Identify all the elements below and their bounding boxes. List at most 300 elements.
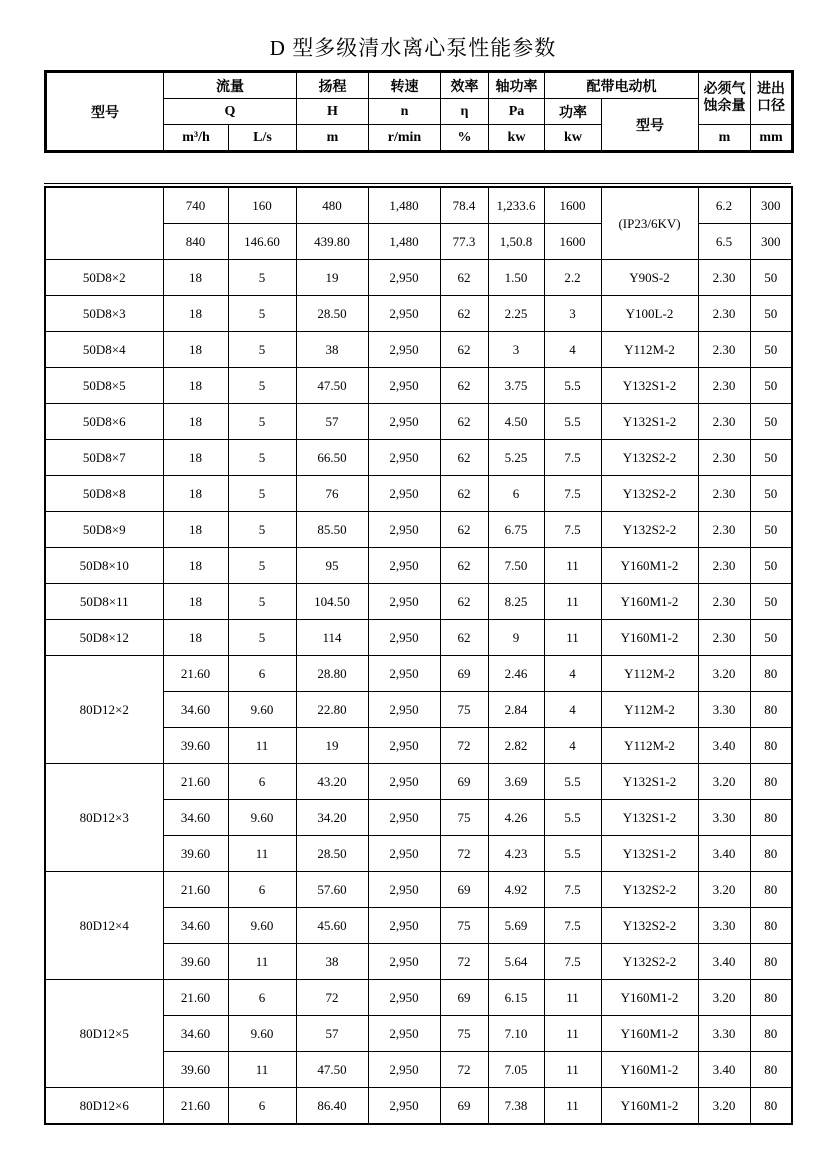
table-row [45, 620, 792, 656]
npsh-cell: 2.30 [698, 476, 750, 512]
npsh-cell: 6.5 [698, 224, 750, 260]
npsh-label-line1: 必须气 [703, 82, 746, 98]
table-row [45, 980, 792, 1016]
head-cell: 28.50 [296, 836, 368, 872]
flow-m3h-cell: 840 [163, 224, 228, 260]
shaft-power-cell: 4.92 [488, 872, 544, 908]
eff-cell: 62 [440, 512, 488, 548]
speed-cell: 2,950 [368, 872, 440, 908]
motor-model-cell: Y132S2-2 [601, 476, 698, 512]
flow-m3h-cell: 18 [163, 476, 228, 512]
shaft-power-cell: 5.25 [488, 440, 544, 476]
speed-cell: 2,950 [368, 1052, 440, 1088]
eff-cell: 72 [440, 1052, 488, 1088]
pump-model-cell: 50D8×7 [45, 440, 163, 476]
flow-m3h-cell: 18 [163, 296, 228, 332]
motor-model-cell: Y90S-2 [601, 260, 698, 296]
shaft-power-cell: 4.23 [488, 836, 544, 872]
flow-ls-cell: 9.60 [228, 908, 296, 944]
head-cell: 57.60 [296, 872, 368, 908]
header-table [44, 70, 794, 153]
eff-cell: 72 [440, 728, 488, 764]
eff-cell: 72 [440, 836, 488, 872]
col-header-motor-model: 型号 [602, 99, 699, 152]
flow-ls-cell: 11 [228, 728, 296, 764]
bore-cell: 80 [750, 656, 792, 692]
flow-ls-cell: 6 [228, 656, 296, 692]
eff-cell: 75 [440, 692, 488, 728]
speed-cell: 2,950 [368, 728, 440, 764]
speed-cell: 2,950 [368, 332, 440, 368]
pump-model-cell: 80D12×3 [45, 764, 163, 872]
eff-cell: 75 [440, 908, 488, 944]
bore-cell: 80 [750, 1016, 792, 1052]
motor-power-cell: 7.5 [544, 944, 601, 980]
motor-power-cell: 11 [544, 620, 601, 656]
flow-m3h-cell: 34.60 [163, 692, 228, 728]
head-cell: 439.80 [296, 224, 368, 260]
eff-cell: 62 [440, 476, 488, 512]
flow-m3h-cell: 18 [163, 620, 228, 656]
eff-cell: 78.4 [440, 187, 488, 224]
head-cell: 47.50 [296, 1052, 368, 1088]
flow-m3h-cell: 34.60 [163, 908, 228, 944]
flow-ls-cell: 11 [228, 1052, 296, 1088]
col-header-motor-power: 功率 [545, 99, 602, 125]
flow-ls-cell: 6 [228, 980, 296, 1016]
motor-model-cell: Y132S2-2 [601, 908, 698, 944]
npsh-cell: 3.30 [698, 692, 750, 728]
motor-model-cell: Y132S2-2 [601, 944, 698, 980]
bore-cell: 300 [750, 187, 792, 224]
bore-cell: 300 [750, 224, 792, 260]
pump-model-cell: 80D12×6 [45, 1088, 163, 1125]
pump-model-cell: 50D8×12 [45, 620, 163, 656]
unit-m3h: m³/h [164, 125, 229, 152]
shaft-power-cell: 4.50 [488, 404, 544, 440]
speed-cell: 2,950 [368, 260, 440, 296]
speed-cell: 2,950 [368, 908, 440, 944]
bore-label-line2: 口径 [757, 98, 785, 114]
shaft-power-cell: 7.10 [488, 1016, 544, 1052]
shaft-power-cell: 7.38 [488, 1088, 544, 1125]
head-cell: 66.50 [296, 440, 368, 476]
motor-model-cell: Y112M-2 [601, 728, 698, 764]
motor-model-cell: Y132S2-2 [601, 872, 698, 908]
head-cell: 19 [296, 728, 368, 764]
flow-m3h-cell: 21.60 [163, 1088, 228, 1125]
eff-cell: 69 [440, 764, 488, 800]
motor-model-cell: Y112M-2 [601, 692, 698, 728]
flow-ls-cell: 160 [228, 187, 296, 224]
flow-m3h-cell: 39.60 [163, 728, 228, 764]
col-header-model: 型号 [46, 72, 164, 152]
bore-cell: 80 [750, 836, 792, 872]
speed-cell: 2,950 [368, 980, 440, 1016]
eff-cell: 62 [440, 620, 488, 656]
table-row [45, 584, 792, 620]
shaft-power-cell: 2.46 [488, 656, 544, 692]
flow-m3h-cell: 18 [163, 260, 228, 296]
table-row [45, 332, 792, 368]
speed-cell: 2,950 [368, 440, 440, 476]
head-cell: 28.80 [296, 656, 368, 692]
motor-power-cell: 2.2 [544, 260, 601, 296]
speed-cell: 2,950 [368, 296, 440, 332]
table-row [45, 296, 792, 332]
npsh-cell: 3.20 [698, 872, 750, 908]
flow-m3h-cell: 740 [163, 187, 228, 224]
pump-model-cell: 50D8×11 [45, 584, 163, 620]
pump-model-cell: 80D12×4 [45, 872, 163, 980]
speed-cell: 2,950 [368, 1016, 440, 1052]
npsh-cell: 6.2 [698, 187, 750, 224]
motor-power-cell: 11 [544, 1088, 601, 1125]
flow-ls-cell: 9.60 [228, 1016, 296, 1052]
head-cell: 47.50 [296, 368, 368, 404]
flow-m3h-cell: 39.60 [163, 836, 228, 872]
flow-m3h-cell: 18 [163, 440, 228, 476]
flow-m3h-cell: 18 [163, 404, 228, 440]
motor-power-cell: 1600 [544, 224, 601, 260]
table-row [45, 187, 792, 224]
flow-ls-cell: 6 [228, 872, 296, 908]
npsh-cell: 3.40 [698, 1052, 750, 1088]
shaft-power-cell: 6.75 [488, 512, 544, 548]
flow-ls-cell: 5 [228, 368, 296, 404]
motor-model-cell: Y160M1-2 [601, 980, 698, 1016]
motor-model-cell: (IP23/6KV) [601, 187, 698, 260]
speed-cell: 2,950 [368, 476, 440, 512]
head-cell: 95 [296, 548, 368, 584]
motor-power-cell: 4 [544, 728, 601, 764]
eff-cell: 69 [440, 1088, 488, 1125]
head-cell: 34.20 [296, 800, 368, 836]
flow-ls-cell: 6 [228, 1088, 296, 1125]
pump-model-cell [45, 187, 163, 260]
bore-cell: 80 [750, 980, 792, 1016]
unit-percent: % [441, 125, 489, 152]
col-header-speed: 转速 [369, 72, 441, 99]
bore-cell: 80 [750, 1088, 792, 1125]
speed-cell: 2,950 [368, 656, 440, 692]
symbol-speed-n: n [369, 99, 441, 125]
shaft-power-cell: 1,233.6 [488, 187, 544, 224]
motor-power-cell: 11 [544, 584, 601, 620]
flow-ls-cell: 5 [228, 620, 296, 656]
motor-model-cell: Y160M1-2 [601, 1052, 698, 1088]
npsh-cell: 2.30 [698, 404, 750, 440]
unit-kw-motor: kw [545, 125, 602, 152]
flow-m3h-cell: 34.60 [163, 800, 228, 836]
npsh-cell: 2.30 [698, 584, 750, 620]
pump-model-cell: 50D8×3 [45, 296, 163, 332]
flow-ls-cell: 11 [228, 944, 296, 980]
eff-cell: 62 [440, 368, 488, 404]
npsh-label-line2: 蚀余量 [703, 98, 746, 114]
motor-model-cell: Y132S1-2 [601, 404, 698, 440]
flow-ls-cell: 5 [228, 332, 296, 368]
flow-ls-cell: 5 [228, 404, 296, 440]
speed-cell: 2,950 [368, 584, 440, 620]
npsh-cell: 2.30 [698, 260, 750, 296]
speed-cell: 2,950 [368, 548, 440, 584]
flow-m3h-cell: 39.60 [163, 1052, 228, 1088]
motor-model-cell: Y160M1-2 [601, 1088, 698, 1125]
bore-cell: 80 [750, 692, 792, 728]
bore-label-line1: 进出 [757, 82, 785, 98]
table-row [45, 440, 792, 476]
flow-ls-cell: 146.60 [228, 224, 296, 260]
shaft-power-cell: 7.05 [488, 1052, 544, 1088]
pump-model-cell: 80D12×5 [45, 980, 163, 1088]
head-cell: 28.50 [296, 296, 368, 332]
flow-m3h-cell: 34.60 [163, 1016, 228, 1052]
shaft-power-cell: 2.25 [488, 296, 544, 332]
eff-cell: 62 [440, 296, 488, 332]
pump-model-cell: 50D8×10 [45, 548, 163, 584]
flow-m3h-cell: 18 [163, 512, 228, 548]
shaft-power-cell: 5.64 [488, 944, 544, 980]
eff-cell: 77.3 [440, 224, 488, 260]
shaft-power-cell: 3 [488, 332, 544, 368]
table-row [45, 404, 792, 440]
table-row [45, 764, 792, 800]
bore-cell: 80 [750, 728, 792, 764]
bore-cell: 50 [750, 476, 792, 512]
npsh-cell: 3.20 [698, 980, 750, 1016]
speed-cell: 2,950 [368, 404, 440, 440]
motor-power-cell: 7.5 [544, 908, 601, 944]
eff-cell: 62 [440, 584, 488, 620]
npsh-cell: 3.20 [698, 656, 750, 692]
symbol-head-h: H [297, 99, 369, 125]
motor-power-cell: 4 [544, 332, 601, 368]
pump-model-cell: 80D12×2 [45, 656, 163, 764]
head-cell: 43.20 [296, 764, 368, 800]
head-cell: 72 [296, 980, 368, 1016]
shaft-power-cell: 3.75 [488, 368, 544, 404]
pump-model-cell: 50D8×2 [45, 260, 163, 296]
shaft-power-cell: 6 [488, 476, 544, 512]
npsh-cell: 2.30 [698, 620, 750, 656]
npsh-cell: 2.30 [698, 512, 750, 548]
bore-cell: 50 [750, 296, 792, 332]
flow-m3h-cell: 18 [163, 548, 228, 584]
col-header-shaft-power: 轴功率 [489, 72, 545, 99]
motor-model-cell: Y132S1-2 [601, 800, 698, 836]
npsh-cell: 2.30 [698, 548, 750, 584]
page-title: D 型多级清水离心泵性能参数 [269, 36, 557, 60]
unit-mm: mm [751, 125, 793, 152]
npsh-cell: 3.40 [698, 728, 750, 764]
speed-cell: 2,950 [368, 764, 440, 800]
pump-model-cell: 50D8×5 [45, 368, 163, 404]
symbol-eff-eta: η [441, 99, 489, 125]
table-row [45, 476, 792, 512]
col-header-efficiency: 效率 [441, 72, 489, 99]
npsh-cell: 2.30 [698, 440, 750, 476]
motor-power-cell: 3 [544, 296, 601, 332]
npsh-cell: 3.20 [698, 1088, 750, 1125]
flow-m3h-cell: 21.60 [163, 980, 228, 1016]
flow-m3h-cell: 18 [163, 584, 228, 620]
bore-cell: 80 [750, 944, 792, 980]
speed-cell: 2,950 [368, 368, 440, 404]
motor-model-cell: Y132S1-2 [601, 764, 698, 800]
table-row [45, 872, 792, 908]
flow-m3h-cell: 21.60 [163, 872, 228, 908]
bore-cell: 80 [750, 764, 792, 800]
bore-cell: 80 [750, 872, 792, 908]
speed-cell: 2,950 [368, 944, 440, 980]
flow-ls-cell: 6 [228, 764, 296, 800]
head-cell: 22.80 [296, 692, 368, 728]
motor-model-cell: Y132S1-2 [601, 836, 698, 872]
flow-m3h-cell: 21.60 [163, 764, 228, 800]
head-cell: 19 [296, 260, 368, 296]
symbol-shaft-pa: Pa [489, 99, 545, 125]
bore-cell: 50 [750, 512, 792, 548]
speed-cell: 2,950 [368, 1088, 440, 1125]
flow-ls-cell: 5 [228, 584, 296, 620]
flow-m3h-cell: 21.60 [163, 656, 228, 692]
eff-cell: 69 [440, 872, 488, 908]
eff-cell: 62 [440, 332, 488, 368]
eff-cell: 75 [440, 1016, 488, 1052]
eff-cell: 69 [440, 656, 488, 692]
motor-power-cell: 7.5 [544, 476, 601, 512]
speed-cell: 2,950 [368, 692, 440, 728]
head-cell: 57 [296, 1016, 368, 1052]
col-header-flow: 流量 [164, 72, 297, 99]
col-header-motor: 配带电动机 [545, 72, 699, 99]
motor-power-cell: 11 [544, 1052, 601, 1088]
motor-model-cell: Y160M1-2 [601, 1016, 698, 1052]
speed-cell: 1,480 [368, 187, 440, 224]
motor-model-cell: Y112M-2 [601, 656, 698, 692]
col-header-npsh [699, 72, 751, 125]
eff-cell: 69 [440, 980, 488, 1016]
pump-model-cell: 50D8×6 [45, 404, 163, 440]
speed-cell: 2,950 [368, 620, 440, 656]
table-row [45, 368, 792, 404]
shaft-power-cell: 8.25 [488, 584, 544, 620]
table-row [45, 260, 792, 296]
head-cell: 57 [296, 404, 368, 440]
motor-power-cell: 5.5 [544, 368, 601, 404]
motor-power-cell: 5.5 [544, 764, 601, 800]
motor-model-cell: Y160M1-2 [601, 548, 698, 584]
bore-cell: 50 [750, 368, 792, 404]
motor-model-cell: Y112M-2 [601, 332, 698, 368]
eff-cell: 62 [440, 404, 488, 440]
motor-power-cell: 11 [544, 1016, 601, 1052]
flow-m3h-cell: 18 [163, 332, 228, 368]
speed-cell: 2,950 [368, 512, 440, 548]
npsh-cell: 3.20 [698, 764, 750, 800]
shaft-power-cell: 5.69 [488, 908, 544, 944]
col-header-head: 扬程 [297, 72, 369, 99]
npsh-cell: 3.30 [698, 800, 750, 836]
unit-ls: L/s [229, 125, 297, 152]
pump-model-cell: 50D8×4 [45, 332, 163, 368]
shaft-power-cell: 1,50.8 [488, 224, 544, 260]
pump-model-cell: 50D8×9 [45, 512, 163, 548]
header-row-1 [46, 72, 793, 99]
speed-cell: 2,950 [368, 800, 440, 836]
npsh-cell: 2.30 [698, 368, 750, 404]
npsh-cell: 2.30 [698, 296, 750, 332]
motor-power-cell: 7.5 [544, 440, 601, 476]
motor-power-cell: 5.5 [544, 836, 601, 872]
shaft-power-cell: 6.15 [488, 980, 544, 1016]
motor-power-cell: 5.5 [544, 404, 601, 440]
shaft-power-cell: 4.26 [488, 800, 544, 836]
bore-cell: 50 [750, 620, 792, 656]
table-row [45, 512, 792, 548]
head-cell: 85.50 [296, 512, 368, 548]
table-row [45, 1088, 792, 1125]
motor-model-cell: Y132S2-2 [601, 440, 698, 476]
eff-cell: 62 [440, 440, 488, 476]
head-cell: 76 [296, 476, 368, 512]
flow-m3h-cell: 18 [163, 368, 228, 404]
motor-power-cell: 4 [544, 692, 601, 728]
motor-power-cell: 11 [544, 548, 601, 584]
data-table [44, 186, 793, 1125]
motor-power-cell: 1600 [544, 187, 601, 224]
motor-power-cell: 11 [544, 980, 601, 1016]
motor-power-cell: 7.5 [544, 872, 601, 908]
shaft-power-cell: 9 [488, 620, 544, 656]
head-cell: 45.60 [296, 908, 368, 944]
flow-ls-cell: 5 [228, 440, 296, 476]
shaft-power-cell: 2.84 [488, 692, 544, 728]
flow-ls-cell: 5 [228, 260, 296, 296]
body-table-frame [44, 183, 791, 1125]
flow-ls-cell: 11 [228, 836, 296, 872]
bore-cell: 50 [750, 332, 792, 368]
flow-ls-cell: 5 [228, 512, 296, 548]
unit-npsh-m: m [699, 125, 751, 152]
unit-rmin: r/min [369, 125, 441, 152]
pump-model-cell: 50D8×8 [45, 476, 163, 512]
flow-m3h-cell: 39.60 [163, 944, 228, 980]
shaft-power-cell: 2.82 [488, 728, 544, 764]
eff-cell: 62 [440, 260, 488, 296]
bore-cell: 50 [750, 260, 792, 296]
head-cell: 38 [296, 332, 368, 368]
npsh-cell: 2.30 [698, 332, 750, 368]
flow-ls-cell: 5 [228, 296, 296, 332]
motor-power-cell: 5.5 [544, 800, 601, 836]
motor-model-cell: Y160M1-2 [601, 620, 698, 656]
bore-cell: 50 [750, 548, 792, 584]
speed-cell: 2,950 [368, 836, 440, 872]
bore-cell: 50 [750, 404, 792, 440]
bore-cell: 80 [750, 1052, 792, 1088]
bore-cell: 80 [750, 800, 792, 836]
table-row [45, 548, 792, 584]
head-cell: 114 [296, 620, 368, 656]
shaft-power-cell: 7.50 [488, 548, 544, 584]
head-cell: 86.40 [296, 1088, 368, 1125]
motor-model-cell: Y132S1-2 [601, 368, 698, 404]
bore-cell: 80 [750, 908, 792, 944]
table-row [45, 656, 792, 692]
shaft-power-cell: 3.69 [488, 764, 544, 800]
